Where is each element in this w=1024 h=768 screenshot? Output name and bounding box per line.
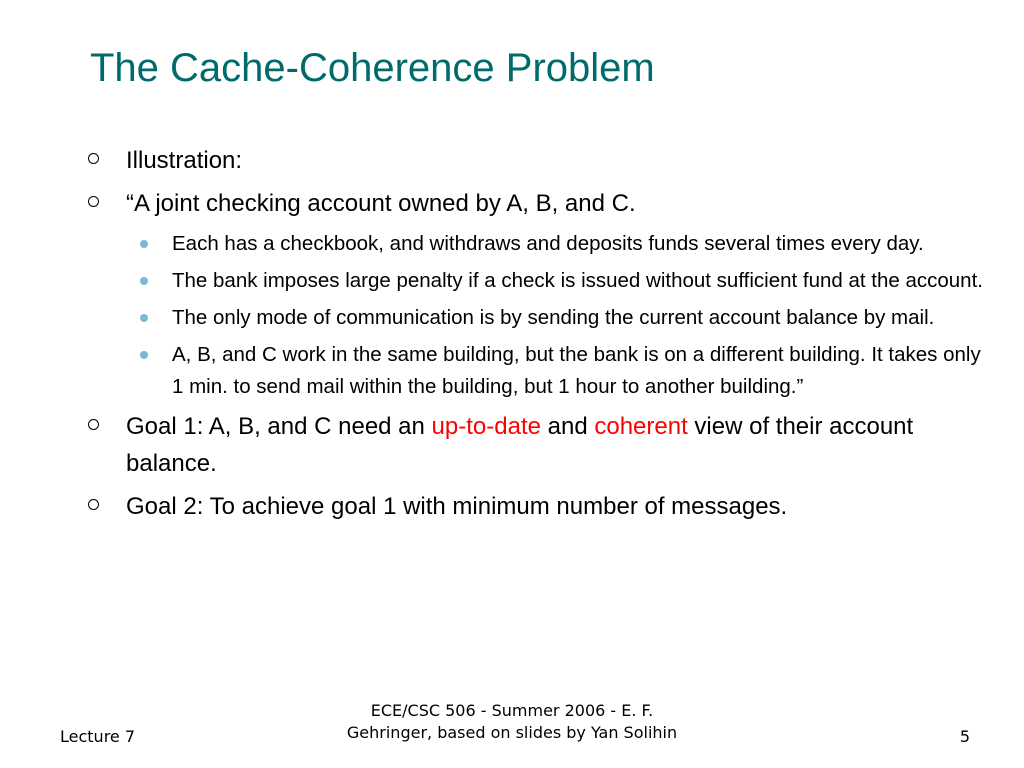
hollow-circle-bullet-icon <box>88 153 99 164</box>
sub-bullet-text: A, B, and C work in the same building, but the bank is on a different building. It takes only 1 min. to send mail within the building, but 1 hour to another building.” <box>172 343 981 398</box>
footer-course-line-1: ECE/CSC 506 - Summer 2006 - E. F. <box>370 701 654 720</box>
footer-page-number: 5 <box>959 727 970 746</box>
sub-bullet-checkbook <box>134 228 986 260</box>
filled-dot-bullet-icon <box>140 351 148 359</box>
slide-title: The Cache-Coherence Problem <box>90 46 655 90</box>
hollow-circle-bullet-icon <box>88 499 99 510</box>
goal-1-text <box>126 413 913 477</box>
sub-bullet-communication <box>134 302 986 334</box>
bullet-joint-account <box>86 185 986 222</box>
footer-course-line-2: Gehringer, based on slides by Yan Solihin <box>346 723 678 742</box>
bullet-list <box>86 142 986 531</box>
bullet-illustration <box>86 142 986 179</box>
hollow-circle-bullet-icon <box>88 196 99 207</box>
goal-1-emphasis-coherent: coherent <box>594 413 688 440</box>
sub-bullet-text: The only mode of communication is by sending the current account balance by mail. <box>172 306 935 329</box>
bullet-goal-2 <box>86 488 986 525</box>
goal-1-part-2: and <box>540 413 595 440</box>
sub-bullet-text: The bank imposes large penalty if a check is issued without sufficient fund at the account. <box>172 269 983 292</box>
bullet-text: “A joint checking account owned by A, B, and C. <box>126 190 636 217</box>
bullet-text: Illustration: <box>126 147 243 174</box>
hollow-circle-bullet-icon <box>88 419 99 430</box>
goal-2-text: Goal 2: To achieve goal 1 with minimum number of messages. <box>126 493 788 520</box>
goal-1-part-1: Goal 1: A, B, and C need an <box>126 413 432 440</box>
bullet-goal-1 <box>86 408 986 482</box>
sub-bullet-building <box>134 339 986 403</box>
sub-bullet-penalty <box>134 265 986 297</box>
filled-dot-bullet-icon <box>140 240 148 248</box>
filled-dot-bullet-icon <box>140 277 148 285</box>
footer-lecture-label: Lecture 7 <box>60 727 136 746</box>
footer-course-credit <box>312 700 712 744</box>
sub-bullet-list <box>134 228 986 403</box>
filled-dot-bullet-icon <box>140 314 148 322</box>
goal-1-part-3: view of their account balance. <box>126 413 914 477</box>
goal-1-emphasis-up-to-date: up-to-date <box>431 413 541 440</box>
sub-bullet-text: Each has a checkbook, and withdraws and deposits funds several times every day. <box>172 232 924 255</box>
